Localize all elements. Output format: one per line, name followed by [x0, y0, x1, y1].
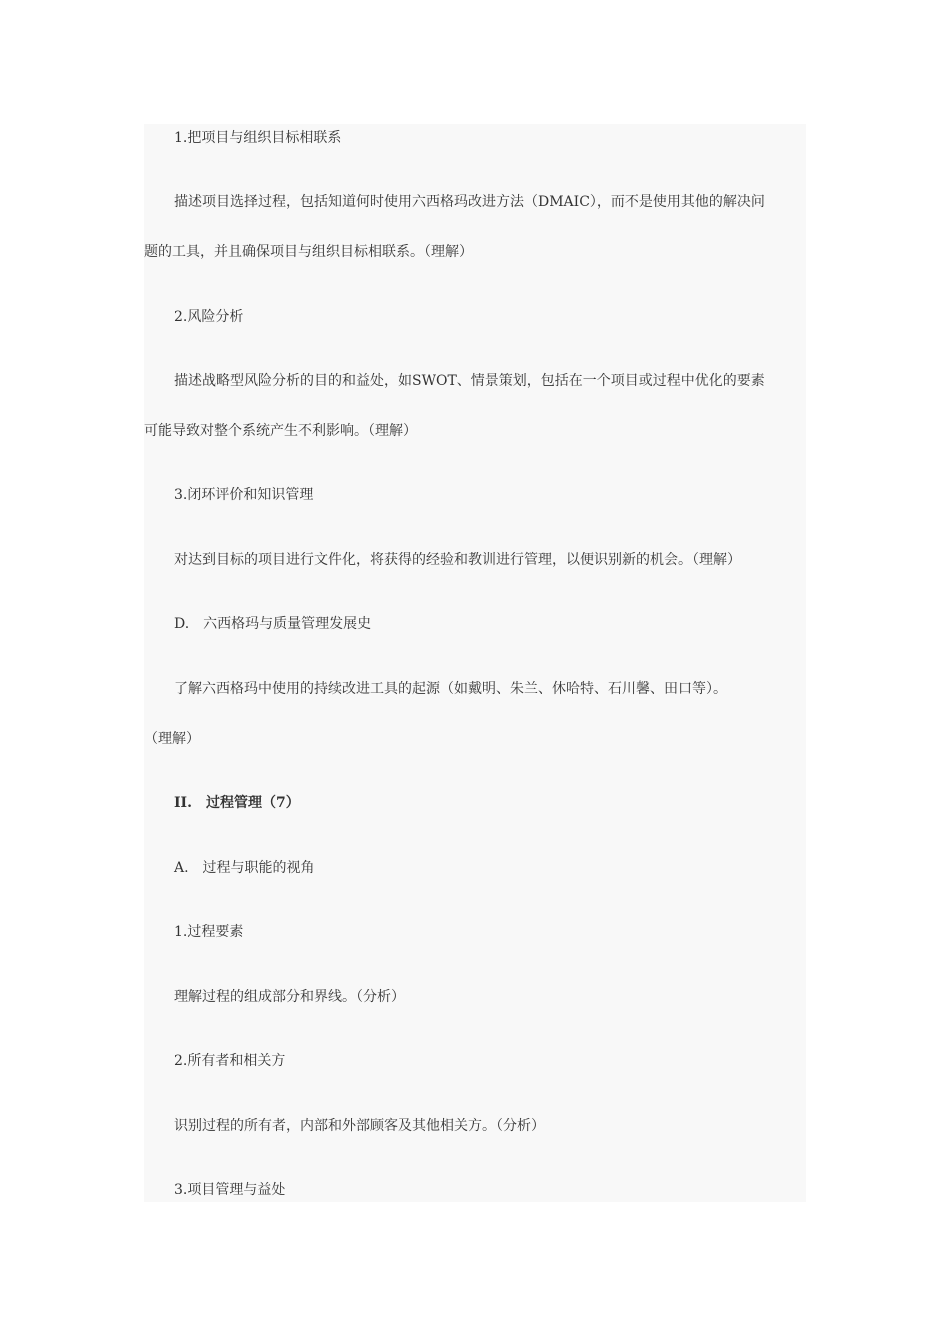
paragraph-owners-stakeholders: 识别过程的所有者，内部和外部顾客及其他相关方。（分析）: [174, 1118, 545, 1134]
paragraph-process-elements: 理解过程的组成部分和界线。（分析）: [174, 989, 405, 1005]
paragraph-closed-loop: 对达到目标的项目进行文件化，将获得的经验和教训进行管理，以便识别新的机会。（理解）: [174, 552, 741, 568]
item-closed-loop: 3.闭环评价和知识管理: [174, 487, 314, 503]
item-process-elements: 1.过程要素: [174, 924, 244, 940]
heading-process-vs-function: A. 过程与职能的视角: [174, 860, 315, 876]
paragraph-risk-analysis: 描述战略型风险分析的目的和益处，如SWOT、情景策划，包括在一个项目或过程中优化的要素: [174, 373, 765, 389]
item-project-management-benefits: 3.项目管理与益处: [174, 1182, 286, 1198]
document-content: [144, 124, 806, 1202]
paragraph-project-selection: 描述项目选择过程，包括知道何时使用六西格玛改进方法（DMAIC），而不是使用其他的解决问: [174, 194, 765, 210]
item-risk-analysis: 2.风险分析: [174, 309, 244, 325]
section-heading-process-management: II. 过程管理（7）: [174, 795, 300, 811]
paragraph-six-sigma-history: 了解六西格玛中使用的持续改进工具的起源（如戴明、朱兰、休哈特、石川馨、田口等）。: [174, 681, 727, 697]
item-owners-stakeholders: 2.所有者和相关方: [174, 1053, 286, 1069]
heading-six-sigma-history: D. 六西格玛与质量管理发展史: [174, 616, 372, 632]
paragraph-six-sigma-history-cont: （理解）: [144, 731, 200, 747]
paragraph-risk-analysis-cont: 可能导致对整个系统产生不利影响。（理解）: [144, 423, 417, 439]
paragraph-project-selection-cont: 题的工具，并且确保项目与组织目标相联系。（理解）: [144, 244, 473, 260]
item-link-project-goals: 1.把项目与组织目标相联系: [174, 130, 342, 146]
